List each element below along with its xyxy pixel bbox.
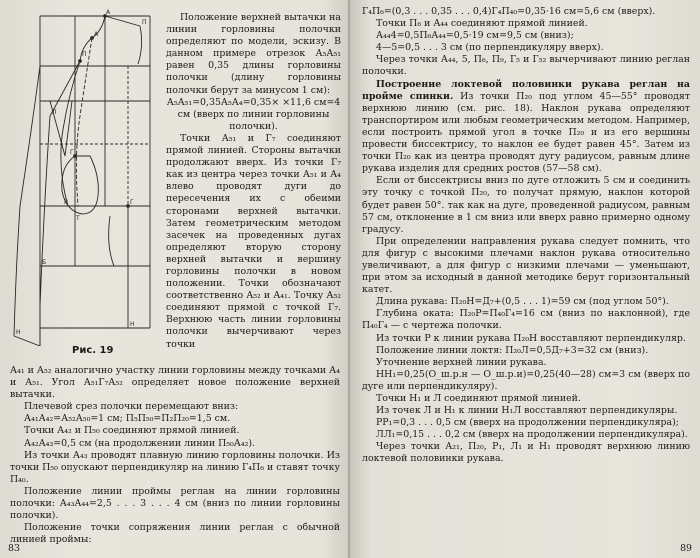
fig-label: А — [94, 31, 99, 38]
paragraph: Из точки Р к линии рукава П₂₀Н восставляют перпендикуляр. — [376, 332, 686, 344]
fig-label: А — [106, 9, 111, 16]
right-column-text — [362, 6, 690, 466]
fig-label: Г — [130, 199, 134, 206]
fig-label: П — [82, 51, 87, 58]
paragraph: А₄₂А₄₃=0,5 см (на продолжении линии П₅₀А₄₂). — [24, 437, 256, 449]
full-width-text — [10, 365, 340, 546]
paragraph: Точки А₅₁ и Г₇ соединяют прямой линией. Стороны вытачки продолжают вверх. Из точки Г₇ как из центра через точки А₅₁ и А₄ влево проводят дуги до пересечения их с обеими сторонами верхней вытачки. Затем геометрическим методом засечек на проведенных дугах определяют вторую сторону верхней вытачки и вершину горловины полочки в новом положении. Точки обозначают соответственно А₅₂ и А₄₁. Точку А₅₂ соединяют прямой с точкой Г₇. Верхнюю часть линии горловины полочки вычерчивают через точки — [166, 132, 341, 350]
fig-label: П — [142, 19, 147, 26]
figure-caption: Рис. 19 — [72, 345, 114, 356]
right-page — [350, 0, 700, 558]
paragraph: Из точек Л и Н₁ к линии Н₁Л восставляют перпендикуляры. — [376, 405, 678, 417]
section-paragraph — [362, 79, 690, 176]
paragraph: Г₄П₆=(0,3 . . . 0,35 . . . 0,4)Г₄П₄₀=0,35·16 см=5,6 см (вверх). — [362, 6, 656, 17]
section-heading: Построение локтевой половинки рукава реглан на пройме спинки. — [362, 78, 690, 102]
paragraph: Из точки А₄₃ проводят плавную линию горловины полочки. Из точки П₅₀ опускают перпендикуляр на линию Г₄П₆ и ставят точку П₄₀. — [10, 449, 340, 485]
paragraph: НН₁=0,25(О_ш.р.н — О_ш.р.и)=0,25(40—28) см=3 см (вверх по дуге или перпендикуляру). — [362, 368, 690, 392]
paragraph: А₄₄4=0,5П₆А₄₄=0,5·19 см=9,5 см (вниз); — [376, 30, 574, 42]
paragraph: При определении направления рукава следует помнить, что для фигур с высокими плечами наклон рукава относительно увеличивают, а для фигур с низкими плечами — уменьшают, при этом за исходный в данной методике берут горизонтальный катет. — [362, 235, 690, 296]
paragraph: РР₁=0,3 . . . 0,5 см (вверх на продолжении перпендикуляра); — [376, 417, 679, 429]
fig-label: Б — [42, 259, 47, 266]
paragraph: Через точки А₂₁, П₂₀, Р₁, Л₁ и Н₁ проводят верхнюю линию локтевой половинки рукава. — [362, 441, 690, 465]
paragraph: Положение верхней вытачки на линии горловины полочки определяют по модели, эскизу. В данном примере отрезок А₅А₅₁ равен 0,35 длины горловины полочки (длину горловины полочки берут за минусом 1 см): — [166, 12, 341, 96]
page-number: 89 — [680, 543, 692, 554]
fig-label: Р — [64, 199, 68, 206]
paragraph: Положение линии локтя: П₂₀Л=0,5Д₇+3=32 см (вниз). — [376, 344, 649, 356]
paragraph: 4—5=0,5 . . . 3 см (по перпендикуляру вверх). — [376, 42, 604, 54]
pattern-figure — [10, 6, 162, 346]
paragraph: Точки П₆ и А₄₄ соединяют прямой линией. — [376, 18, 588, 30]
fig-label: Л — [52, 109, 57, 116]
paragraph: Точки А₄₂ и П₅₀ соединяют прямой линией. — [24, 425, 240, 437]
paragraph: Через точки А₄₄, 5, П₆, П₉, Г₅ и Г₅₂ вычерчивают линию реглан полочки. — [362, 54, 690, 78]
pattern-drawing — [10, 6, 162, 346]
paragraph: ЛЛ₁=0,15 . . . 0,2 см (вверх на продолжении перпендикуляра). — [376, 429, 688, 441]
formula: А₅А₅₁=0,35А₅А₄=0,35× ×11,6 см=4 см (вверх по линии горловины полочки). — [166, 96, 341, 132]
paragraph: Длина рукава: П₂₀Н=Д₇+(0,5 . . . 1)=59 см (под углом 50°). — [376, 296, 669, 308]
paragraph: Уточнение верхней линии рукава. — [376, 356, 547, 368]
paragraph: А₄₁А₄₂=А₅₂А₅₀=1 см; П₅П₅₀=П₂П₂₀=1,5 см. — [24, 413, 231, 425]
paragraph: Положение линии проймы реглан на линии горловины полочки: А₄₃А₄₄=2,5 . . . 3 . . . 4 см (вниз по линии горловины полочки). — [10, 485, 340, 522]
fig-label: Н — [16, 329, 21, 336]
fig-label: Г — [70, 149, 74, 156]
page-number: 83 — [8, 543, 20, 554]
paragraph: Плечевой срез полочки перемещают вниз: — [24, 401, 239, 413]
paragraph: Глубина оката: П₂₀Р=П₄₀Г₄=16 см (вниз по наклонной), где П₄₀Г₄ — с чертежа полочки. — [362, 308, 690, 332]
section-body: Из точки П₂₀ под углом 45—55° проводят верхнюю линию (см. рис. 18). Наклон рукава определяют транспортиром или любым геометрическим методом. Например, если построить прямой угол в точке П₂₀ и из его вершины провести биссектрису, то наклон ее будет равен 45°. Затем из точки П₂₀ как из центра проводят дугу радиусом, равным длине рукава изделия для средних ростов (57—58 см). — [362, 90, 691, 175]
fig-label: Т — [76, 215, 80, 222]
paragraph: Положение точки сопряжения линии реглан с обычной линией проймы: — [10, 522, 340, 546]
fig-label: Н — [130, 321, 135, 328]
paragraph: Если от биссектрисы вниз по дуге отложить 5 см и соединить эту точку с точкой П₂₀, то получат прямую, наклон которой будет равен 50°. так как на дуге, проведенной радиусом, равным 57 см, отклонение в 1 см вниз или вверх равно примерно одному градусу. — [362, 175, 690, 235]
paragraph: А₄₁ и А₅₂ аналогично участку линии горловины между точками А₄ и А₅₁. Угол А₅₁Г₇А₅₂ определяет новое положение верхней вытачки. — [10, 365, 340, 401]
side-column-text — [166, 12, 341, 351]
paragraph: Точки Н₁ и Л соединяют прямой линией. — [376, 393, 581, 404]
